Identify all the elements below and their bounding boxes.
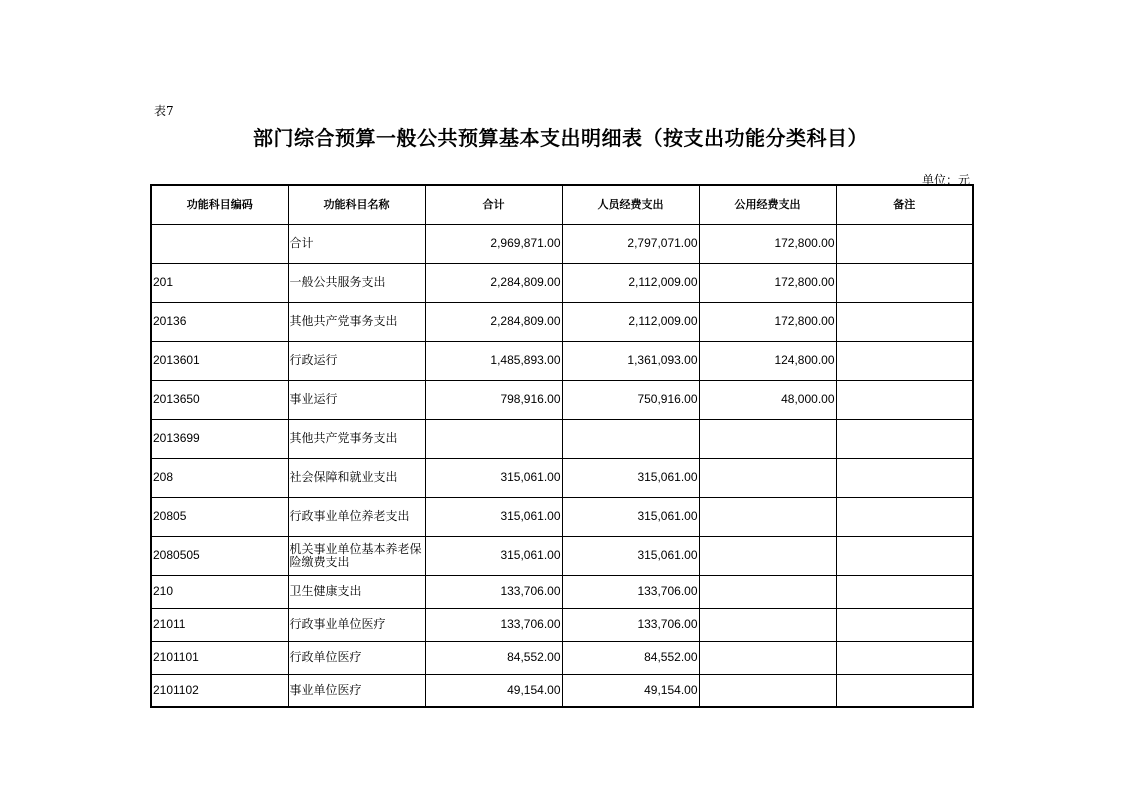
document-title: 部门综合预算一般公共预算基本支出明细表（按支出功能分类科目）: [253, 126, 868, 150]
public-cell: [699, 674, 836, 707]
note-cell: [836, 458, 973, 497]
table-row: [151, 641, 973, 674]
note-cell: [836, 302, 973, 341]
name-cell: 行政运行: [288, 341, 425, 380]
public-cell: 172,800.00: [699, 263, 836, 302]
personnel-cell: 2,797,071.00: [562, 224, 699, 263]
code-cell: 210: [151, 575, 288, 608]
name-cell: 行政事业单位养老支出: [288, 497, 425, 536]
personnel-cell: 315,061.00: [562, 497, 699, 536]
note-cell: [836, 575, 973, 608]
name-cell: 行政单位医疗: [288, 641, 425, 674]
name-cell: 社会保障和就业支出: [288, 458, 425, 497]
total-cell: 49,154.00: [425, 674, 562, 707]
code-cell: 20805: [151, 497, 288, 536]
name-cell: 其他共产党事务支出: [288, 419, 425, 458]
code-cell: [151, 224, 288, 263]
public-cell: [699, 641, 836, 674]
table-row: [151, 575, 973, 608]
total-cell: 315,061.00: [425, 536, 562, 575]
name-cell: 事业运行: [288, 380, 425, 419]
personnel-cell: 133,706.00: [562, 608, 699, 641]
header-public: 公用经费支出: [699, 185, 836, 224]
name-cell: 其他共产党事务支出: [288, 302, 425, 341]
total-cell: 84,552.00: [425, 641, 562, 674]
total-cell: 798,916.00: [425, 380, 562, 419]
name-cell: 机关事业单位基本养老保险缴费支出: [288, 536, 425, 575]
expenditure-table: [150, 184, 974, 708]
note-cell: [836, 224, 973, 263]
total-cell: 133,706.00: [425, 575, 562, 608]
table-row: [151, 380, 973, 419]
unit-label: 单位：元: [921, 173, 970, 187]
header-name: 功能科目名称: [288, 185, 425, 224]
code-cell: 2101102: [151, 674, 288, 707]
table-row: [151, 608, 973, 641]
total-cell: 315,061.00: [425, 458, 562, 497]
name-cell: 一般公共服务支出: [288, 263, 425, 302]
note-cell: [836, 674, 973, 707]
table-row: [151, 341, 973, 380]
public-cell: 172,800.00: [699, 224, 836, 263]
code-cell: 21011: [151, 608, 288, 641]
note-cell: [836, 341, 973, 380]
header-note: 备注: [836, 185, 973, 224]
header-personnel: 人员经费支出: [562, 185, 699, 224]
total-cell: 2,284,809.00: [425, 263, 562, 302]
personnel-cell: 1,361,093.00: [562, 341, 699, 380]
code-cell: 2080505: [151, 536, 288, 575]
total-cell: 1,485,893.00: [425, 341, 562, 380]
name-cell: 行政事业单位医疗: [288, 608, 425, 641]
public-cell: [699, 497, 836, 536]
note-cell: [836, 263, 973, 302]
header-total: 合计: [425, 185, 562, 224]
note-cell: [836, 380, 973, 419]
personnel-cell: 133,706.00: [562, 575, 699, 608]
personnel-cell: 2,112,009.00: [562, 263, 699, 302]
public-cell: 48,000.00: [699, 380, 836, 419]
table-row: [151, 497, 973, 536]
table-row: [151, 302, 973, 341]
code-cell: 208: [151, 458, 288, 497]
name-cell: 合计: [288, 224, 425, 263]
table-row: [151, 458, 973, 497]
code-cell: 2013650: [151, 380, 288, 419]
personnel-cell: 750,916.00: [562, 380, 699, 419]
code-cell: 201: [151, 263, 288, 302]
note-cell: [836, 419, 973, 458]
public-cell: [699, 575, 836, 608]
total-cell: 2,969,871.00: [425, 224, 562, 263]
code-cell: 2013699: [151, 419, 288, 458]
personnel-cell: 315,061.00: [562, 536, 699, 575]
note-cell: [836, 536, 973, 575]
total-cell: 2,284,809.00: [425, 302, 562, 341]
code-cell: 20136: [151, 302, 288, 341]
personnel-cell: 315,061.00: [562, 458, 699, 497]
personnel-cell: [562, 419, 699, 458]
public-cell: [699, 608, 836, 641]
code-cell: 2013601: [151, 341, 288, 380]
public-cell: [699, 419, 836, 458]
code-cell: 2101101: [151, 641, 288, 674]
public-cell: [699, 536, 836, 575]
total-cell: 315,061.00: [425, 497, 562, 536]
public-cell: 124,800.00: [699, 341, 836, 380]
table-row: [151, 674, 973, 707]
public-cell: [699, 458, 836, 497]
public-cell: 172,800.00: [699, 302, 836, 341]
table-row: [151, 419, 973, 458]
table-row: [151, 263, 973, 302]
total-cell: 133,706.00: [425, 608, 562, 641]
personnel-cell: 2,112,009.00: [562, 302, 699, 341]
total-cell: [425, 419, 562, 458]
header-row: [151, 185, 973, 224]
personnel-cell: 49,154.00: [562, 674, 699, 707]
table-row: [151, 224, 973, 263]
note-cell: [836, 497, 973, 536]
header-code: 功能科目编码: [151, 185, 288, 224]
table-number: 表7: [154, 104, 174, 118]
table-row: [151, 536, 973, 575]
personnel-cell: 84,552.00: [562, 641, 699, 674]
note-cell: [836, 641, 973, 674]
note-cell: [836, 608, 973, 641]
name-cell: 事业单位医疗: [288, 674, 425, 707]
name-cell: 卫生健康支出: [288, 575, 425, 608]
